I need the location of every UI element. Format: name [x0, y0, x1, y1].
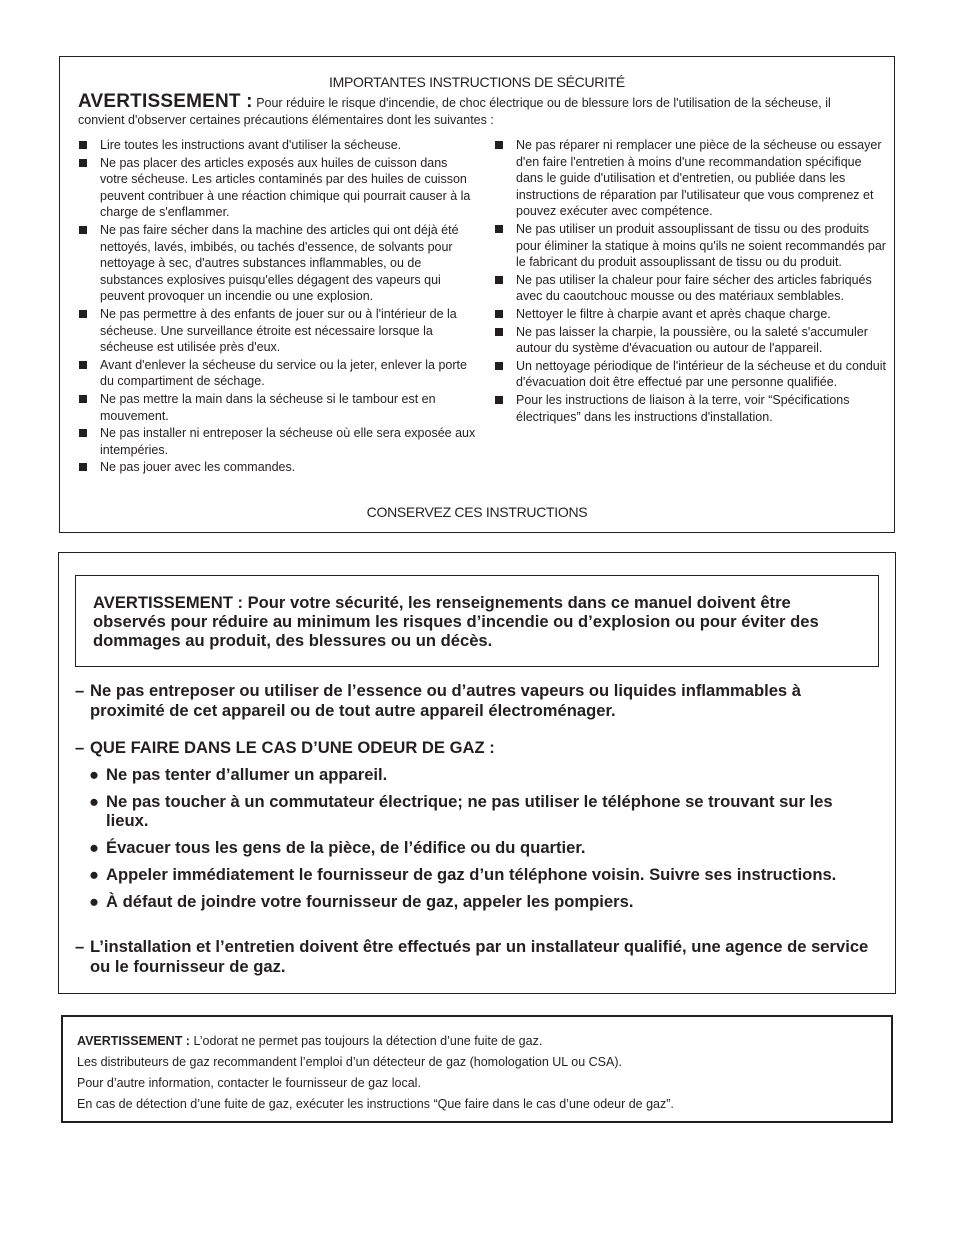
safety-heading: IMPORTANTES INSTRUCTIONS DE SÉCURITÉ	[329, 74, 625, 90]
gas-smell-line: Les distributeurs de gaz recommandent l’emploi d’un détecteur de gaz (homologation UL ou CSA).	[77, 1055, 622, 1069]
square-bullet-icon	[495, 396, 503, 404]
square-bullet-icon	[79, 159, 87, 167]
safety-instructions-box	[59, 56, 895, 533]
list-item: Ne pas placer des articles exposés aux huiles de cuisson dans votre sécheuse. Les articles contaminés par des huiles de cuisson peuvent contribuer à une réaction chimique qui pourrait causer à la charge de s'enflammer.	[78, 155, 478, 221]
dash-marker: –	[75, 738, 85, 757]
gas-smell-line: AVERTISSEMENT : L’odorat ne permet pas toujours la détection d’une fuite de gaz.	[77, 1034, 543, 1048]
list-item: Ne pas laisser la charpie, la poussière, ou la saleté s'accumuler autour du système d'évacuation ou autour de l'appareil.	[494, 324, 890, 357]
list-item: ● À défaut de joindre votre fournisseur de gaz, appeler les pompiers.	[89, 892, 634, 911]
square-bullet-icon	[495, 362, 503, 370]
gas-item-what-to-do: – QUE FAIRE DANS LE CAS D’UNE ODEUR DE GAZ :	[75, 738, 495, 757]
gas-smell-line: Pour d’autre information, contacter le fournisseur de gaz local.	[77, 1076, 421, 1090]
bullet-dot-icon: ●	[89, 865, 100, 884]
square-bullet-icon	[495, 276, 503, 284]
warning-label: AVERTISSEMENT :	[78, 91, 253, 112]
list-item: Ne pas jouer avec les commandes.	[78, 459, 478, 476]
bullet-dot-icon: ●	[89, 892, 100, 911]
right-instruction-list	[494, 137, 890, 426]
square-bullet-icon	[79, 310, 87, 318]
list-item: Ne pas permettre à des enfants de jouer sur ou à l'intérieur de la sécheuse. Une surveillance étroite est nécessaire lorsque la sécheuse est utilisée près d'eux.	[78, 306, 478, 356]
bullet-dot-icon: ●	[89, 792, 100, 811]
square-bullet-icon	[79, 226, 87, 234]
safety-intro	[78, 93, 878, 129]
square-bullet-icon	[79, 429, 87, 437]
dash-marker: –	[75, 937, 85, 956]
left-instruction-list	[78, 137, 478, 477]
gas-item-storage: – Ne pas entreposer ou utiliser de l’essence ou d’autres vapeurs ou liquides inflammables à proximité de cet appareil ou de tout autre appareil électroménager.	[75, 681, 801, 720]
list-item: ● Appeler immédiatement le fournisseur de gaz d’un téléphone voisin. Suivre ses instructions.	[89, 865, 837, 884]
gas-inner-warning: AVERTISSEMENT : Pour votre sécurité, les renseignements dans ce manuel doivent être observés pour réduire au minimum les risques d’incendie ou d’explosion ou pour éviter des dommages au produit, des blessures ou un décès.	[93, 593, 819, 650]
list-item: Ne pas installer ni entreposer la sécheuse où elle sera exposée aux intempéries.	[78, 425, 478, 458]
gas-warning-box	[58, 552, 896, 994]
bullet-dot-icon: ●	[89, 765, 100, 784]
list-item: ● Évacuer tous les gens de la pièce, de l’édifice ou du quartier.	[89, 838, 586, 857]
gas-item-installation: – L’installation et l’entretien doivent être effectués par un installateur qualifié, une agence de service ou le fournisseur de gaz.	[75, 937, 869, 976]
square-bullet-icon	[495, 310, 503, 318]
list-item: ● Ne pas tenter d’allumer un appareil.	[89, 765, 388, 784]
safety-footer: CONSERVEZ CES INSTRUCTIONS	[366, 504, 588, 520]
warning-text: Pour réduire le risque d'incendie, de choc électrique ou de blessure lors de l'utilisation de la sécheuse, il convient d'observer certaines précautions élémentaires dont les suivantes :	[78, 96, 831, 127]
square-bullet-icon	[79, 141, 87, 149]
dash-marker: –	[75, 681, 85, 700]
bullet-dot-icon: ●	[89, 838, 100, 857]
list-item: Un nettoyage périodique de l'intérieur de la sécheuse et du conduit d'évacuation doit être effectué par une personne qualifiée.	[494, 358, 890, 391]
list-item: Lire toutes les instructions avant d'utiliser la sécheuse.	[78, 137, 478, 154]
square-bullet-icon	[79, 395, 87, 403]
list-item: Ne pas utiliser un produit assouplissant de tissu ou des produits pour éliminer la statique à moins qu'ils ne soient recommandés par le fabricant du produit assouplissant de tissu ou du produit.	[494, 221, 890, 271]
list-item: Avant d'enlever la sécheuse du service ou la jeter, enlever la porte du compartiment de séchage.	[78, 357, 478, 390]
warning-label: AVERTISSEMENT :	[77, 1034, 190, 1048]
square-bullet-icon	[79, 463, 87, 471]
list-item: ● Ne pas toucher à un commutateur électrique; ne pas utiliser le téléphone se trouvant sur les lieux.	[89, 792, 833, 830]
gas-inner-warning-frame	[75, 575, 879, 667]
gas-smell-text	[77, 1031, 877, 1115]
list-item: Nettoyer le filtre à charpie avant et après chaque charge.	[494, 306, 890, 323]
square-bullet-icon	[79, 361, 87, 369]
list-item: Ne pas réparer ni remplacer une pièce de la sécheuse ou essayer d'en faire l'entretien à moins d'une recommandation spécifique dans le guide d'utilisation et d'entretien, ou publiée dans les instructions de réparation par l'utilisateur que vous comprenez et pouvez exécuter avec compétence.	[494, 137, 890, 220]
square-bullet-icon	[495, 225, 503, 233]
square-bullet-icon	[495, 141, 503, 149]
gas-bullet-list	[89, 765, 869, 919]
list-item: Ne pas faire sécher dans la machine des articles qui ont déjà été nettoyés, lavés, imbibés, ou tachés d'essence, de solvants pour nettoyage à sec, d'autres substances inflammables, ou de substances explosives puisqu'elles dégagent des vapeurs qui peuvent provoquer un incendie ou une explosion.	[78, 222, 478, 305]
square-bullet-icon	[495, 328, 503, 336]
list-item: Pour les instructions de liaison à la terre, voir “Spécifications électriques” dans les instructions d'installation.	[494, 392, 890, 425]
gas-smell-warning-box	[61, 1015, 893, 1123]
list-item: Ne pas utiliser la chaleur pour faire sécher des articles fabriqués avec du caoutchouc mousse ou des matériaux semblables.	[494, 272, 890, 305]
list-item: Ne pas mettre la main dans la sécheuse si le tambour est en mouvement.	[78, 391, 478, 424]
gas-smell-line: En cas de détection d’une fuite de gaz, exécuter les instructions “Que faire dans le cas d’une odeur de gaz”.	[77, 1097, 674, 1111]
